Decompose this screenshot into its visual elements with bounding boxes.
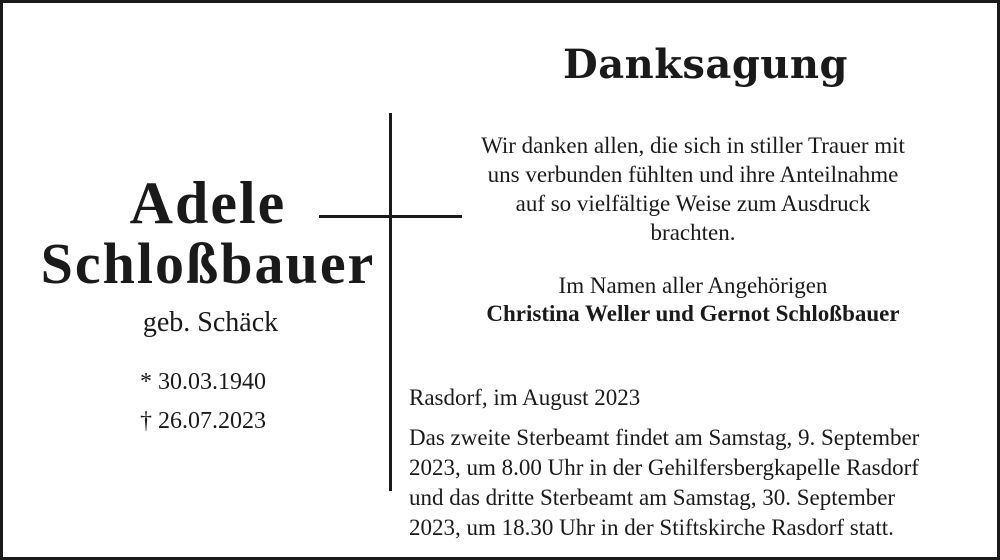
deceased-first-name: Adele: [129, 170, 287, 236]
birth-date: * 30.03.1940: [140, 369, 266, 395]
notice-line: 2023, um 18.30 Uhr in der Stiftskirche Rasdorf statt.: [409, 515, 894, 540]
thanks-line: auf so vielfältige Weise zum Ausdruck: [515, 191, 871, 216]
service-notice: [409, 423, 989, 543]
thanks-line: brachten.: [650, 220, 736, 245]
thanks-line: uns verbunden fühlten und ihre Anteilnahme: [487, 162, 899, 187]
notice-line: 2023, um 8.00 Uhr in der Gehilfersbergkapelle Rasdorf: [409, 455, 919, 480]
thanks-text: [423, 131, 963, 247]
death-date: † 26.07.2023: [140, 408, 266, 434]
on-behalf-text: Im Namen aller Angehörigen: [558, 273, 828, 298]
thanks-line: Wir danken allen, die sich in stiller Trauer mit: [481, 133, 905, 158]
place-date: Rasdorf, im August 2023: [409, 385, 641, 410]
cross-vertical-bar: [389, 113, 392, 491]
birth-name: geb. Schäck: [142, 307, 279, 338]
notice-line: und das dritte Sterbeamt am Samstag, 30. September: [409, 485, 896, 510]
heading: Danksagung: [563, 41, 848, 88]
signers: Christina Weller und Gernot Schloßbauer: [486, 301, 900, 326]
notice-line: Das zweite Sterbeamt findet am Samstag, 9. September: [409, 425, 920, 450]
deceased-last-name: Schloßbauer: [40, 231, 376, 296]
